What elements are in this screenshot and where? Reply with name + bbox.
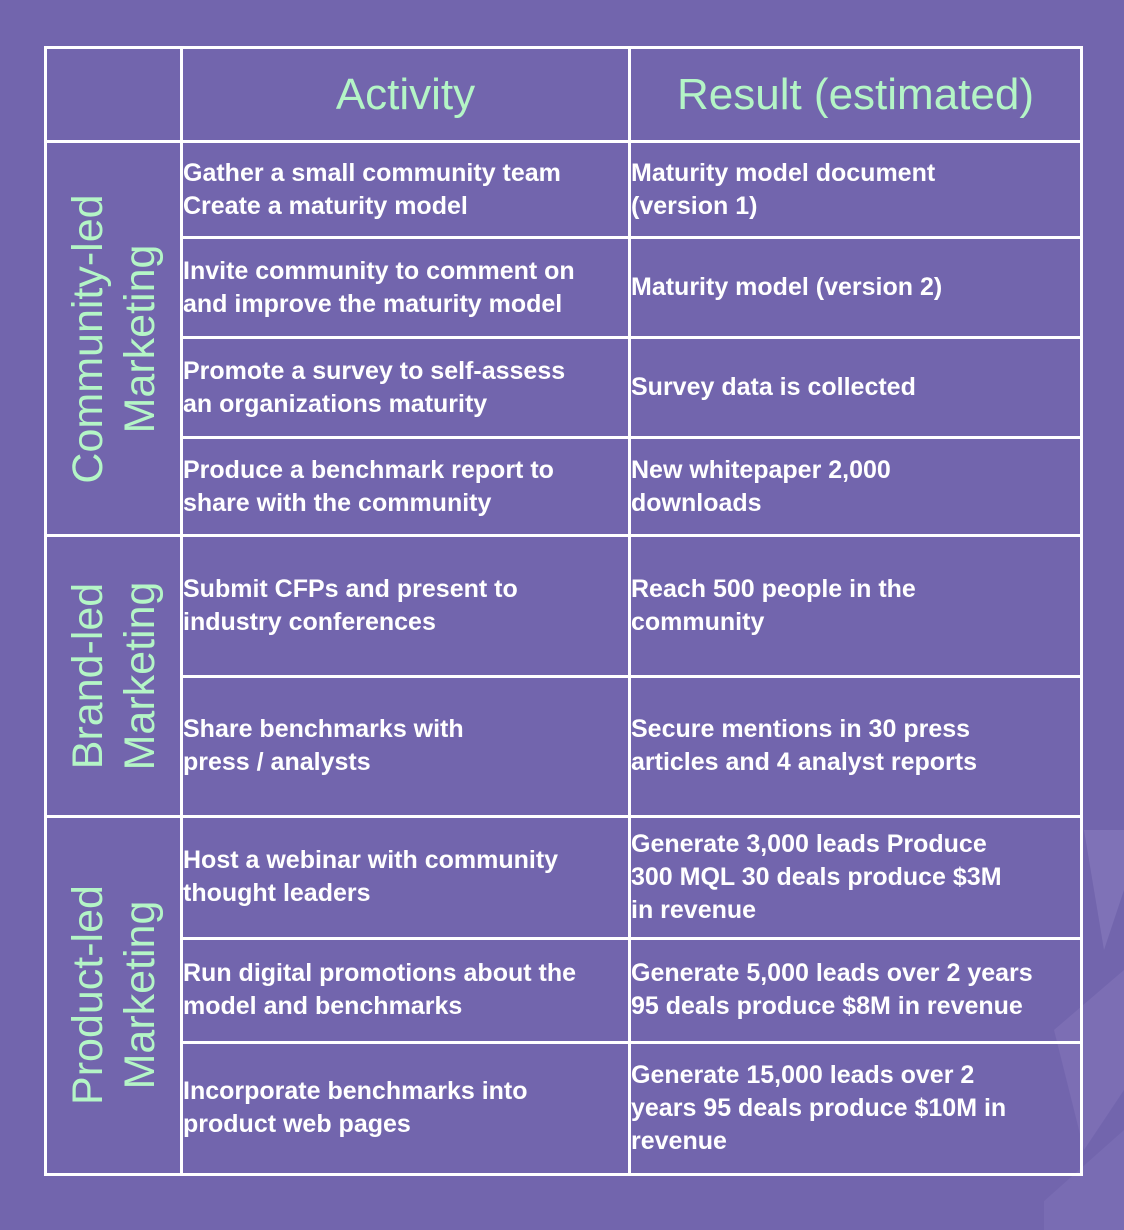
group-label-community-led: Community-led Marketing	[46, 142, 182, 536]
result-cell: Maturity model document (version 1)	[630, 142, 1082, 238]
marketing-activities-table	[44, 46, 1083, 1176]
result-cell: Survey data is collected	[630, 338, 1082, 438]
result-header: Result (estimated)	[630, 48, 1082, 142]
activity-cell: Incorporate benchmarks into product web pages	[182, 1042, 630, 1174]
activity-cell: Produce a benchmark report to share with the community	[182, 438, 630, 536]
result-cell: New whitepaper 2,000 downloads	[630, 438, 1082, 536]
activity-cell: Submit CFPs and present to industry conferences	[182, 536, 630, 676]
corner-header	[46, 48, 182, 142]
result-cell: Secure mentions in 30 press articles and 4 analyst reports	[630, 676, 1082, 816]
table-row	[46, 536, 1082, 676]
table-row	[46, 1042, 1082, 1174]
result-cell: Generate 15,000 leads over 2 years 95 deals produce $10M in revenue	[630, 1042, 1082, 1174]
table-row	[46, 338, 1082, 438]
group-label-brand-led: Brand-led Marketing	[46, 536, 182, 816]
activity-cell: Share benchmarks with press / analysts	[182, 676, 630, 816]
table-row	[46, 238, 1082, 338]
activity-header: Activity	[182, 48, 630, 142]
activity-cell: Invite community to comment on and improve the maturity model	[182, 238, 630, 338]
activity-cell: Host a webinar with community thought leaders	[182, 816, 630, 938]
result-cell: Reach 500 people in the community	[630, 536, 1082, 676]
result-cell: Generate 3,000 leads Produce 300 MQL 30 deals produce $3M in revenue	[630, 816, 1082, 938]
result-cell: Generate 5,000 leads over 2 years 95 deals produce $8M in revenue	[630, 938, 1082, 1042]
table-row	[46, 676, 1082, 816]
group-label-product-led: Product-led Marketing	[46, 816, 182, 1174]
table-row	[46, 816, 1082, 938]
table-row	[46, 142, 1082, 238]
table-row	[46, 938, 1082, 1042]
header-row	[46, 48, 1082, 142]
result-cell: Maturity model (version 2)	[630, 238, 1082, 338]
table-row	[46, 438, 1082, 536]
activity-cell: Gather a small community team Create a maturity model	[182, 142, 630, 238]
activity-cell: Run digital promotions about the model and benchmarks	[182, 938, 630, 1042]
activity-cell: Promote a survey to self-assess an organizations maturity	[182, 338, 630, 438]
